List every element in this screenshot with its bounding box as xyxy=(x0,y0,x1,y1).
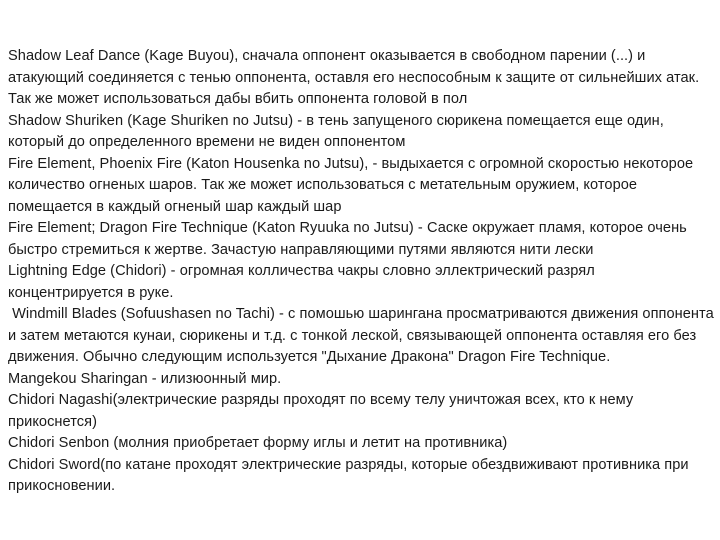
paragraph-chidori-sword: Chidori Sword(по катане проходят электрические разряды, которые обездвиживают противника при прикосновении. xyxy=(8,456,693,494)
paragraph-chidori-senbon: Chidori Senbon (молния приобретает форму иглы и летит на противника) xyxy=(8,435,508,451)
paragraph-shadow-shuriken: Shadow Shuriken (Kage Shuriken no Jutsu) - в тень запущеного сюрикена помещается еще один, который до определенного времени не виден оппонентом xyxy=(8,112,668,150)
paragraph-mangekou-sharingan: Mangekou Sharingan - илизюонный мир. xyxy=(8,370,282,387)
paragraph-chidori-nagashi: Chidori Nagashi(электрические разряды проходят по всему телу уничтожая всех, кто к нему прикоснется) xyxy=(8,392,638,430)
paragraph-windmill-blades: Windmill Blades (Sofuushasen no Tachi) - с помошью шарингана просматриваются движения оппонента и затем метаются кунаи, сюрикены и т.д. с тонкой леской, связывающей оппонента оставляя его без движения. Обычно следующим используется "Дыхание Дракона" Dragon Fire Technique. xyxy=(8,306,718,365)
paragraph-dragon-fire: Fire Element; Dragon Fire Technique (Katon Ryuuka no Jutsu) - Саске окружает пламя, которое очень быстро стремиться к жертве. Зачастую направляющими путями являются нити лески xyxy=(8,220,691,258)
paragraph-shadow-leaf-dance: Shadow Leaf Dance (Kage Buyou), сначала оппонент оказывается в свободном парении (...) и атакующий соединяется с тенью оппонента, оставля его неспособным к защите от сильнейших атак. Так же может использоваться дабы вбить оппонента головой в пол xyxy=(8,48,704,107)
paragraph-chidori: Lightning Edge (Chidori) - огромная колличества чакры словно эллектрический разрял концентрируется в руке. xyxy=(8,263,599,301)
paragraph-phoenix-fire: Fire Element, Phoenix Fire (Katon Housenka no Jutsu), - выдыхается с огромной скоростью некоторое количество огненых шаров. Так же может использоваться с метательным оружием, которое помещается в каждый огненый шар каждый шар xyxy=(8,155,698,215)
